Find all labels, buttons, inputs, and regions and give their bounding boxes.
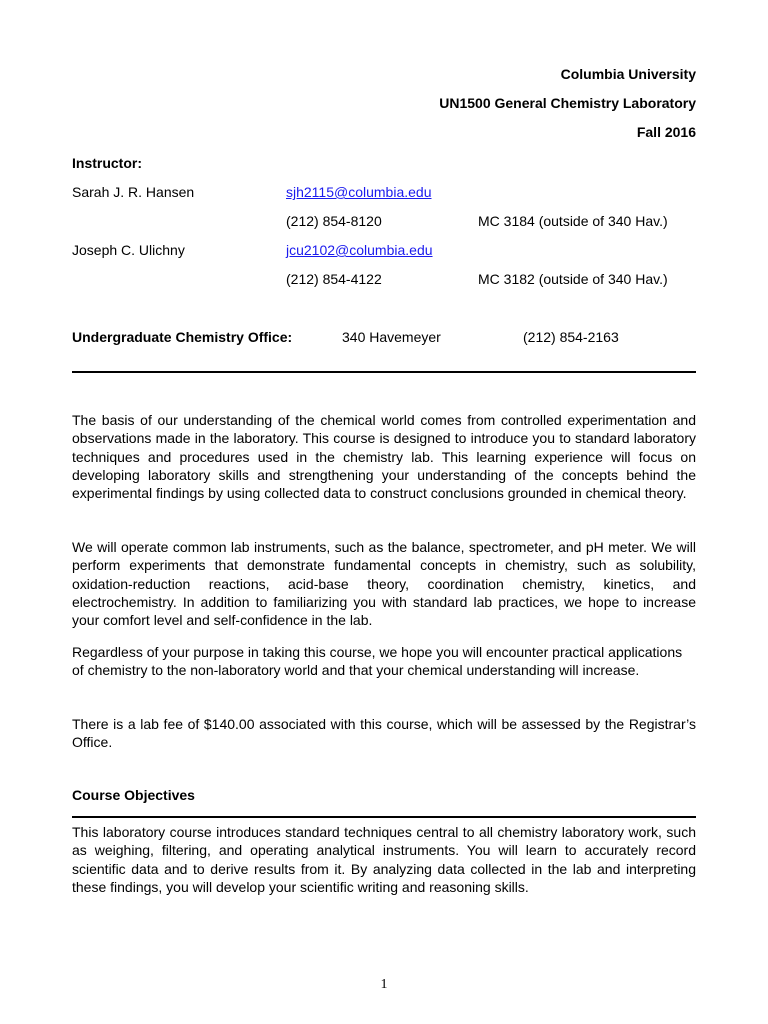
instructor-2-office: MC 3182 (outside of 340 Hav.) bbox=[478, 271, 668, 287]
office-label: Undergraduate Chemistry Office: bbox=[72, 329, 293, 345]
office-location: 340 Havemeyer bbox=[342, 329, 441, 345]
instructor-1-phone: (212) 854-8120 bbox=[286, 213, 382, 229]
instructor-heading: Instructor: bbox=[72, 155, 142, 171]
instructor-1-name: Sarah J. R. Hansen bbox=[72, 184, 195, 200]
intro-paragraph: We will operate common lab instruments, such as the balance, spectrometer, and pH meter. We will perform experiments that demonstrate fundamental concepts in chemistry, such as solubility, oxidation-reduction reactions, acid-base theory, coordination chemistry, kinetics, and electrochemistry. In addition to familiarizing you with standard lab practices, we hope to increase your comfort level and self-confidence in the lab. bbox=[72, 539, 696, 629]
intro-paragraph: The basis of our understanding of the chemical world comes from controlled experimentation and observations made in the laboratory. This course is designed to introduce you to standard laboratory techniques and procedures used in the chemistry lab. This learning experience will focus on developing laboratory skills and strengthening your understanding of the concepts behind the experimental findings by using collected data to construct conclusions grounded in chemical theory. bbox=[72, 412, 696, 502]
page-number: 1 bbox=[380, 977, 388, 992]
office-phone: (212) 854-2163 bbox=[523, 329, 619, 345]
course-title: UN1500 General Chemistry Laboratory bbox=[439, 95, 696, 111]
header-divider bbox=[72, 371, 696, 373]
objectives-text: This laboratory course introduces standard techniques central to all chemistry laboratory work, such as weighing, filtering, and operating analytical instruments. You will learn to accurately record scientific data and to derive results from it. By analyzing data collected in the lab and interpreting these findings, you will develop your scientific writing and reasoning skills. bbox=[72, 824, 696, 895]
intro-paragraph: Regardless of your purpose in taking this course, we hope you will encounter practical applications of chemistry to the non-laboratory world and that your chemical understanding will increase. bbox=[72, 644, 683, 679]
instructor-2-email-link[interactable]: jcu2102@columbia.edu bbox=[286, 242, 433, 258]
instructor-2-name: Joseph C. Ulichny bbox=[72, 242, 185, 258]
term: Fall 2016 bbox=[636, 124, 696, 140]
university-name: Columbia University bbox=[560, 66, 696, 82]
objectives-heading: Course Objectives bbox=[72, 787, 195, 803]
objectives-divider bbox=[72, 816, 696, 818]
intro-paragraph: There is a lab fee of $140.00 associated with this course, which will be assessed by the Registrar’s Office. bbox=[72, 716, 696, 751]
instructor-1-email-link[interactable]: sjh2115@columbia.edu bbox=[286, 184, 432, 200]
instructor-2-phone: (212) 854-4122 bbox=[286, 271, 382, 287]
instructor-1-office: MC 3184 (outside of 340 Hav.) bbox=[478, 213, 668, 229]
